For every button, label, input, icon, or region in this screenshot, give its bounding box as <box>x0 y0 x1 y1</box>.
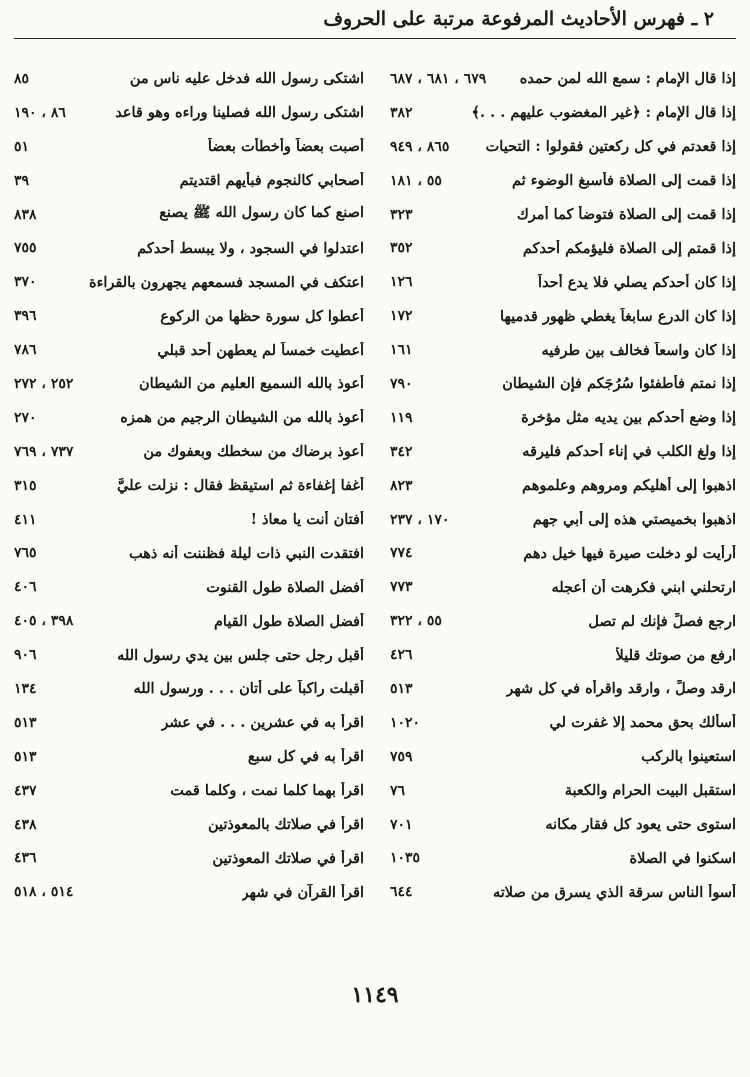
index-entry <box>14 198 364 232</box>
hadith-text: أعوذ برضاك من سخطك وبعفوك من <box>143 443 364 461</box>
hadith-numbers: ٥٥ ، ١٨١ <box>390 172 442 189</box>
hadith-numbers: ٣٢٣ <box>390 206 413 223</box>
hadith-numbers: ٤٣٨ <box>14 816 37 833</box>
hadith-numbers: ٧٧٤ <box>390 545 413 562</box>
hadith-numbers: ٦٤٤ <box>390 884 413 901</box>
hadith-text: إذا قال الإمام : سمع الله لمن حمده <box>519 70 736 88</box>
hadith-text: إذا قعدتم في كل ركعتين فقولوا : التحيات <box>485 138 736 156</box>
hadith-text: أفضل الصلاة طول القنوت <box>206 578 364 596</box>
index-entry <box>14 740 364 774</box>
index-entry <box>14 401 364 435</box>
index-entry <box>386 333 736 367</box>
index-entry <box>386 706 736 740</box>
index-entry <box>386 198 736 232</box>
hadith-text: أفضل الصلاة طول القيام <box>213 612 364 630</box>
hadith-numbers: ٥٥ ، ٣٢٢ <box>390 613 442 630</box>
hadith-text: افتقدت النبي ذات ليلة فظننت أنه ذهب <box>128 544 364 562</box>
index-entry <box>386 638 736 672</box>
hadith-numbers: ٤٢٦ <box>390 647 413 664</box>
hadith-text: أعطوا كل سورة حظها من الركوع <box>160 307 364 325</box>
index-entry <box>386 875 736 909</box>
hadith-text: أعوذ بالله السميع العليم من الشيطان <box>139 375 364 393</box>
hadith-text: إذا قمت إلى الصلاة فأسبغ الوضوء ثم <box>512 172 736 190</box>
hadith-text: أصبت بعضاً وأخطأت بعضاً <box>207 138 364 156</box>
index-entry <box>14 638 364 672</box>
index-entry <box>386 774 736 808</box>
index-entry <box>14 96 364 130</box>
hadith-text: إذا قمتم إلى الصلاة فليؤمكم أحدكم <box>522 239 736 257</box>
hadith-numbers: ٦٧٩ ، ٦٨١ ، ٦٨٧ <box>390 70 487 87</box>
index-columns <box>14 62 736 942</box>
hadith-text: ارقد وصلِّ ، وارقد واقرأه في كل شهر <box>506 680 736 698</box>
index-entry <box>14 469 364 503</box>
left-column <box>14 62 364 909</box>
hadith-text: أقبل رجل حتى جلس بين يدي رسول الله <box>117 646 364 664</box>
index-entry <box>14 299 364 333</box>
index-entry <box>14 570 364 604</box>
hadith-text: أسألك بحق محمد إلا غفرت لي <box>549 714 736 732</box>
index-entry <box>386 62 736 96</box>
hadith-text: إذا قال الإمام : ﴿غير المغضوب عليهم . . .﴾ <box>471 104 736 122</box>
page-number: ١١٤٩ <box>351 982 399 1008</box>
index-entry <box>14 164 364 198</box>
index-entry <box>14 706 364 740</box>
index-entry <box>386 299 736 333</box>
hadith-numbers: ٨٦٥ ، ٩٤٩ <box>390 138 450 155</box>
hadith-numbers: ١٣٤ <box>14 680 37 697</box>
hadith-numbers: ٤٣٦ <box>14 850 37 867</box>
hadith-numbers: ٨٦ ، ١٩٠ <box>14 104 66 121</box>
hadith-numbers: ٣٩٦ <box>14 308 37 325</box>
hadith-text: إذا قمت إلى الصلاة فتوضأ كما أمرك <box>516 206 736 223</box>
index-entry <box>14 435 364 469</box>
hadith-numbers: ١٧٠ ، ٢٣٧ <box>390 511 450 528</box>
hadith-numbers: ٧٨٦ <box>14 342 37 359</box>
hadith-text: استعينوا بالركب <box>641 748 736 766</box>
hadith-numbers: ٢٥٢ ، ٢٧٢ <box>14 375 74 392</box>
index-entry <box>14 841 364 875</box>
hadith-numbers: ١٢٦ <box>390 274 413 291</box>
hadith-text: اذهبوا بخميصتي هذه إلى أبي جهم <box>532 511 736 529</box>
index-entry <box>386 401 736 435</box>
hadith-text: اقرأ القرآن في شهر <box>241 883 364 901</box>
hadith-numbers: ٥١٤ ، ٥١٨ <box>14 884 74 901</box>
index-entry <box>386 503 736 537</box>
index-entry <box>14 536 364 570</box>
index-entry <box>14 130 364 164</box>
hadith-numbers: ٧٩٠ <box>390 375 413 392</box>
right-column <box>386 62 736 909</box>
hadith-numbers: ٥١ <box>14 138 30 155</box>
hadith-text: ارتحلني ابني فكرهت أن أعجله <box>551 578 736 596</box>
index-entry <box>386 231 736 265</box>
hadith-numbers: ٧٦٥ <box>14 545 37 562</box>
index-entry <box>14 265 364 299</box>
hadith-text: اقرأ به في عشرين . . . في عشر <box>161 714 364 732</box>
hadith-numbers: ١٦١ <box>390 342 413 359</box>
hadith-text: اصنع كما كان رسول الله ﷺ يصنع <box>159 204 364 221</box>
page-header <box>14 8 736 39</box>
hadith-numbers: ٥١٣ <box>14 748 37 765</box>
index-entry <box>14 62 364 96</box>
index-entry <box>386 841 736 875</box>
index-entry <box>386 96 736 130</box>
hadith-text: أغفا إغفاءة ثم استيقظ فقال : نزلت عليَّ <box>117 477 364 495</box>
hadith-numbers: ٧٦ <box>390 782 406 799</box>
hadith-text: ارفع من صوتك قليلاً <box>615 646 736 664</box>
hadith-numbers: ٣٧٠ <box>14 274 37 291</box>
index-entry <box>14 774 364 808</box>
hadith-numbers: ٣٩ <box>14 172 30 189</box>
index-entry <box>14 672 364 706</box>
hadith-numbers: ٧٠١ <box>390 816 413 833</box>
hadith-text: إذا نمتم فأطفئوا سُرُجَكم فإن الشيطان <box>502 375 736 393</box>
hadith-numbers: ٤٣٧ <box>14 782 37 799</box>
index-entry <box>386 740 736 774</box>
hadith-text: أفتان أنت يا معاذ ! <box>250 511 364 529</box>
hadith-text: اقرأ في صلاتك بالمعوذتين <box>207 816 364 834</box>
hadith-text: اذهبوا إلى أهليكم ومروهم وعلموهم <box>522 477 736 495</box>
hadith-text: استقبل البيت الحرام والكعبة <box>564 782 736 800</box>
hadith-numbers: ١٠٣٥ <box>390 850 421 867</box>
hadith-numbers: ٨٢٣ <box>390 477 413 494</box>
hadith-text: اقرأ بهما كلما نمت ، وكلما قمت <box>170 782 364 800</box>
hadith-text: أعطيت خمساً لم يعطهن أحد قبلي <box>157 341 364 359</box>
hadith-numbers: ١٠٢٠ <box>390 714 421 731</box>
hadith-numbers: ٧٣٧ ، ٧٦٩ <box>14 443 74 460</box>
index-entry <box>386 604 736 638</box>
index-entry <box>14 604 364 638</box>
index-entry <box>386 435 736 469</box>
index-entry <box>14 231 364 265</box>
hadith-text: ارجع فصلِّ فإنك لم تصل <box>588 612 736 630</box>
index-entry <box>386 808 736 842</box>
hadith-numbers: ٥١٣ <box>14 714 37 731</box>
hadith-numbers: ١٧٢ <box>390 308 413 325</box>
index-entry <box>14 808 364 842</box>
hadith-numbers: ٣٩٨ ، ٤٠٥ <box>14 613 74 630</box>
hadith-numbers: ٨٥ <box>14 70 30 87</box>
hadith-numbers: ٩٠٦ <box>14 647 37 664</box>
hadith-numbers: ٣٤٢ <box>390 443 413 460</box>
hadith-numbers: ٧٥٥ <box>14 240 37 257</box>
index-entry <box>386 570 736 604</box>
hadith-text: أرأيت لو دخلت صيرة فيها خيل دهم <box>523 544 736 562</box>
hadith-text: اسكنوا في الصلاة <box>629 849 736 867</box>
index-entry <box>14 503 364 537</box>
hadith-text: إذا ولغ الكلب في إناء أحدكم فليرقه <box>522 443 736 461</box>
hadith-text: أعوذ بالله من الشيطان الرجيم من همزه <box>120 409 364 427</box>
hadith-text: إذا كان أحدكم يصلي فلا يدع أحداً <box>538 273 736 291</box>
hadith-numbers: ٣١٥ <box>14 477 37 494</box>
hadith-numbers: ٧٥٩ <box>390 748 413 765</box>
index-entry <box>14 367 364 401</box>
page-title: ٢ ـ فهرس الأحاديث المرفوعة مرتبة على الحروف <box>323 8 714 30</box>
hadith-numbers: ٤٠٦ <box>14 579 37 596</box>
index-entry <box>386 672 736 706</box>
hadith-text: اعتدلوا في السجود ، ولا يبسط أحدكم <box>137 239 364 257</box>
hadith-numbers: ٢٧٠ <box>14 409 37 426</box>
hadith-numbers: ٤١١ <box>14 511 37 528</box>
index-entry <box>386 130 736 164</box>
hadith-numbers: ٣٨٢ <box>390 104 413 121</box>
hadith-text: أقبلت راكباً على أتان . . . ورسول الله <box>133 680 364 698</box>
hadith-text: أسوأ الناس سرقة الذي يسرق من صلاته <box>493 883 736 901</box>
hadith-numbers: ٨٣٨ <box>14 206 37 223</box>
hadith-text: إذا وضع أحدكم بين يديه مثل مؤخرة <box>521 409 736 427</box>
hadith-numbers: ٧٧٣ <box>390 579 413 596</box>
index-entry <box>14 875 364 909</box>
index-entry <box>386 469 736 503</box>
hadith-numbers: ٣٥٢ <box>390 240 413 257</box>
hadith-text: اشتكى رسول الله فدخل عليه ناس من <box>129 70 364 88</box>
hadith-text: استوى حتى يعود كل فقار مكانه <box>545 816 736 834</box>
hadith-numbers: ٥١٣ <box>390 680 413 697</box>
index-entry <box>386 164 736 198</box>
hadith-text: اشتكى رسول الله فصلينا وراءه وهو قاعد <box>115 104 364 122</box>
index-entry <box>386 536 736 570</box>
hadith-text: إذا كان الدرع سابغاً يغطي ظهور قدميها <box>499 307 736 325</box>
hadith-text: أصحابي كالنجوم فبأيهم اقتديتم <box>179 172 364 190</box>
hadith-text: اقرأ به في كل سبع <box>247 748 364 766</box>
hadith-numbers: ١١٩ <box>390 409 413 426</box>
hadith-text: إذا كان واسعاً فخالف بين طرفيه <box>541 341 736 359</box>
index-entry <box>386 367 736 401</box>
hadith-text: اعتكف في المسجد فسمعهم يجهرون بالقراءة <box>88 273 364 291</box>
hadith-text: اقرأ في صلاتك المعوذتين <box>212 849 364 867</box>
index-entry <box>386 265 736 299</box>
index-entry <box>14 333 364 367</box>
